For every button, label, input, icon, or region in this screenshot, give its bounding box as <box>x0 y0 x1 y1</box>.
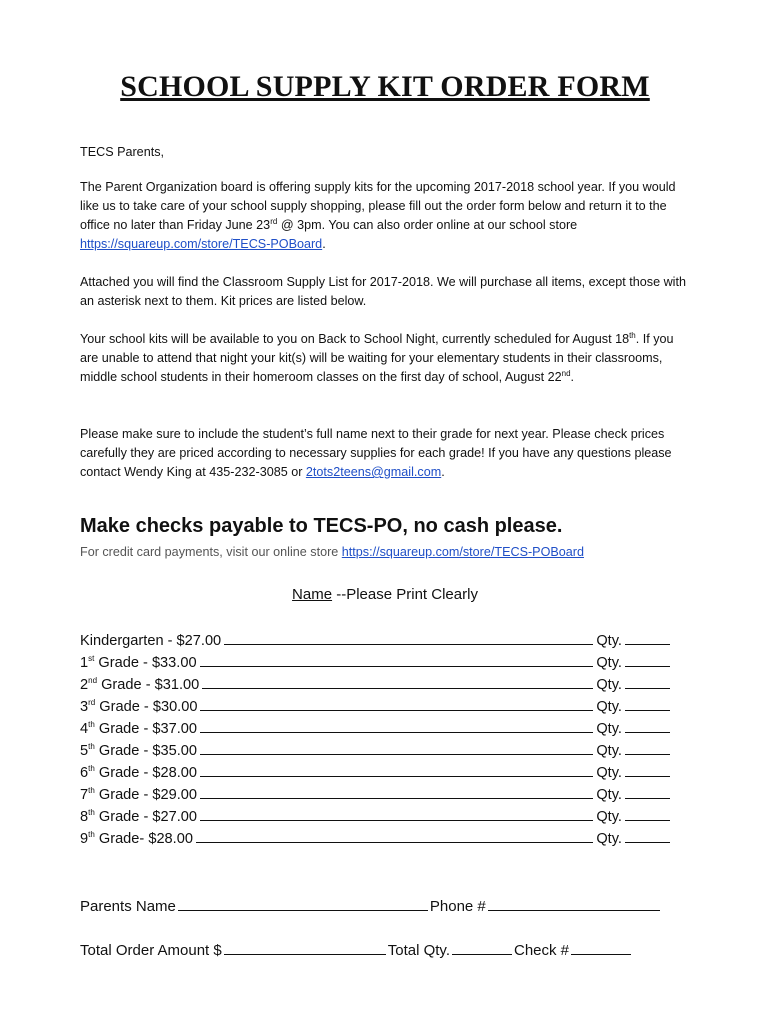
grade-label: Kindergarten - $27.00 <box>80 633 222 649</box>
qty-label: Qty. <box>596 721 622 737</box>
qty-label: Qty. <box>596 677 622 693</box>
supply-list-paragraph: Attached you will find the Classroom Supply List for 2017-2018. We will purchase all items, except those with an asterisk next to them. Kit prices are listed below. <box>80 275 686 308</box>
grade-row <box>80 784 670 806</box>
qty-field[interactable] <box>625 806 670 821</box>
credit-card-note: For credit card payments, visit our online store https://squareup.com/store/TECS-POBoard <box>80 545 584 559</box>
student-name-field[interactable] <box>200 762 593 777</box>
qty-field[interactable] <box>625 762 670 777</box>
contact-paragraph: Please make sure to include the student’s full name next to their grade for next year. Please check prices carefully they are priced according to necessary supplies for each grade! If you have any questions please contact Wendy King at 435-232-3085 or 2tots2teens@gmail.com. <box>80 427 672 479</box>
qty-field[interactable] <box>625 652 670 667</box>
parent-info-row: Parents Name Phone # <box>80 895 670 915</box>
grade-row <box>80 762 670 784</box>
student-name-field[interactable] <box>200 740 593 755</box>
qty-field[interactable] <box>625 828 670 843</box>
intro-paragraph: The Parent Organization board is offering supply kits for the upcoming 2017-2018 school year. If you would like us to take care of your school supply shopping, please fill out the order form below and return it to the office no later than Friday June 23rd @ 3pm. You can also order online at our school store https://squareup.com/store/TECS-POBoard. <box>80 180 676 251</box>
grade-row <box>80 674 670 696</box>
qty-label: Qty. <box>596 633 622 649</box>
grade-row <box>80 696 670 718</box>
phone-field[interactable] <box>488 895 660 911</box>
qty-label: Qty. <box>596 655 622 671</box>
student-name-field[interactable] <box>196 828 593 843</box>
name-header: Name --Please Print Clearly <box>292 586 478 603</box>
grade-label: 1st Grade - $33.00 <box>80 654 197 671</box>
checks-heading: Make checks payable to TECS-PO, no cash please. <box>80 515 563 537</box>
grade-row <box>80 806 670 828</box>
total-amount-field[interactable] <box>224 939 386 955</box>
grade-row <box>80 828 670 850</box>
qty-field[interactable] <box>625 696 670 711</box>
qty-field[interactable] <box>625 674 670 689</box>
grade-row <box>80 652 670 674</box>
student-name-field[interactable] <box>200 652 594 667</box>
grade-label: 4th Grade - $37.00 <box>80 720 198 737</box>
parents-name-field[interactable] <box>178 895 428 911</box>
grade-label: 9th Grade- $28.00 <box>80 830 193 847</box>
grade-row <box>80 718 670 740</box>
store-link[interactable]: https://squareup.com/store/TECS-POBoard <box>80 237 323 251</box>
qty-label: Qty. <box>596 743 622 759</box>
qty-label: Qty. <box>596 787 622 803</box>
grade-label: 3rd Grade - $30.00 <box>80 698 198 715</box>
student-name-field[interactable] <box>224 630 593 645</box>
grade-row <box>80 740 670 762</box>
qty-label: Qty. <box>596 831 622 847</box>
grade-label: 2nd Grade - $31.00 <box>80 676 200 693</box>
qty-label: Qty. <box>596 809 622 825</box>
credit-store-link[interactable]: https://squareup.com/store/TECS-POBoard <box>341 545 584 559</box>
student-name-field[interactable] <box>200 806 593 821</box>
check-number-field[interactable] <box>571 939 631 955</box>
grade-label: 6th Grade - $28.00 <box>80 764 198 781</box>
student-name-field[interactable] <box>200 718 593 733</box>
grade-label: 7th Grade - $29.00 <box>80 786 198 803</box>
email-link[interactable]: 2tots2teens@gmail.com <box>305 465 442 479</box>
qty-label: Qty. <box>596 699 622 715</box>
grade-list <box>80 630 670 850</box>
grade-label: 8th Grade - $27.00 <box>80 808 198 825</box>
greeting: TECS Parents, <box>80 145 164 159</box>
student-name-field[interactable] <box>200 696 593 711</box>
student-name-field[interactable] <box>200 784 593 799</box>
pickup-paragraph: Your school kits will be available to you on Back to School Night, currently scheduled for August 18th. If you are unable to attend that night your kit(s) will be waiting for your elementary students in their classrooms, middle school students in their homeroom classes on the first day of school, August 22nd. <box>80 330 674 384</box>
page-title: SCHOOL SUPPLY KIT ORDER FORM <box>120 70 650 103</box>
total-qty-field[interactable] <box>452 939 512 955</box>
qty-field[interactable] <box>625 718 670 733</box>
student-name-field[interactable] <box>202 674 593 689</box>
qty-field[interactable] <box>625 784 670 799</box>
qty-label: Qty. <box>596 765 622 781</box>
grade-label: 5th Grade - $35.00 <box>80 742 198 759</box>
qty-field[interactable] <box>625 630 670 645</box>
totals-row: Total Order Amount $ Total Qty. Check # <box>80 939 670 959</box>
grade-row <box>80 630 670 652</box>
qty-field[interactable] <box>625 740 670 755</box>
